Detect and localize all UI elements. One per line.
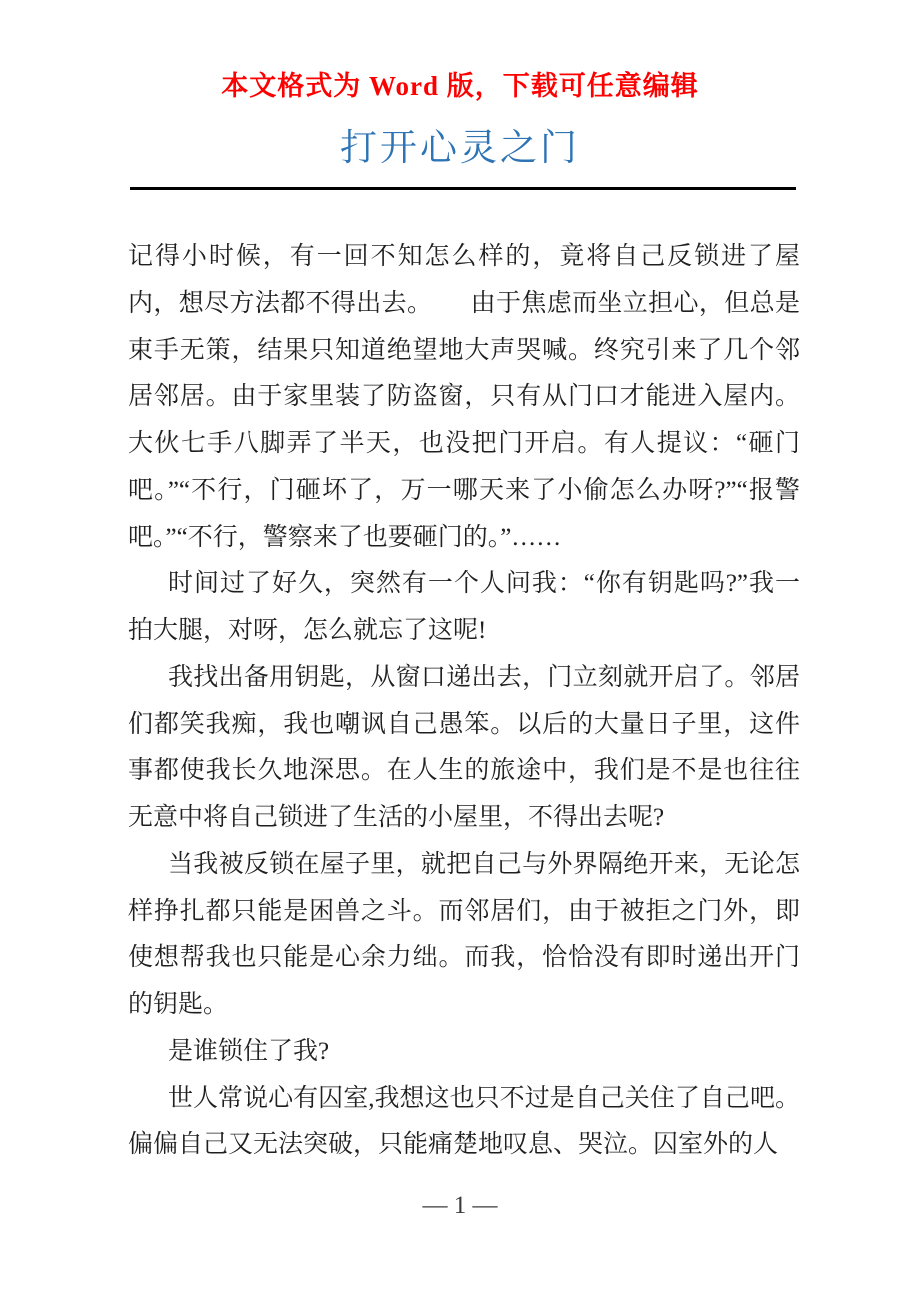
title-divider [130,187,796,190]
page-title: 打开心灵之门 [340,128,580,169]
page-number: — 1 — [422,1192,498,1219]
paragraph: 时间过了好久，突然有一个人问我：“你有钥匙吗?”我一拍大腿，对呀，怎么就忘了这呢! [128,570,800,644]
paragraph: 当我被反锁在屋子里，就把自己与外界隔绝开来，无论怎样挣扎都只能是困兽之斗。而邻居们，由于被拒之门外，即使想帮我也只能是心余力绌。而我，恰恰没有即时递出开门的钥匙。 [128,850,800,1018]
paragraph: 我找出备用钥匙，从窗口递出去，门立刻就开启了。邻居们都笑我痴，我也嘲讽自己愚笨。以后的大量日子里，这件事都使我长久地深思。在人生的旅途中，我们是不是也往往无意中将自己锁进了生活的小屋里，不得出去呢? [128,663,800,831]
paragraph: 世人常说心有囚室,我想这也只不过是自己关住了自己吧。偏偏自己又无法突破，只能痛楚地叹息、哭泣。囚室外的人 [128,1084,800,1159]
body-paragraphs [128,234,800,1169]
paragraph: 是谁锁住了我? [168,1037,330,1065]
page-footer [0,1192,920,1220]
paragraph: 记得小时候，有一回不知怎么样的，竟将自己反锁进了屋内，想尽方法都不得出去。 由于焦虑而坐立担心，但总是束手无策，结果只知道绝望地大声哭喊。终究引来了几个邻居邻居。由于家里装了防盗窗，只有从门口才能进入屋内。大伙七手八脚弄了半天，也没把门开启。有人提议：“砸门吧。”“不行，门砸坏了，万一哪天来了小偷怎么办呀?”“报警吧。”“不行，警察来了也要砸门的。”…… [128,243,800,551]
format-notice: 本文格式为 Word 版，下载可任意编辑 [221,71,699,101]
